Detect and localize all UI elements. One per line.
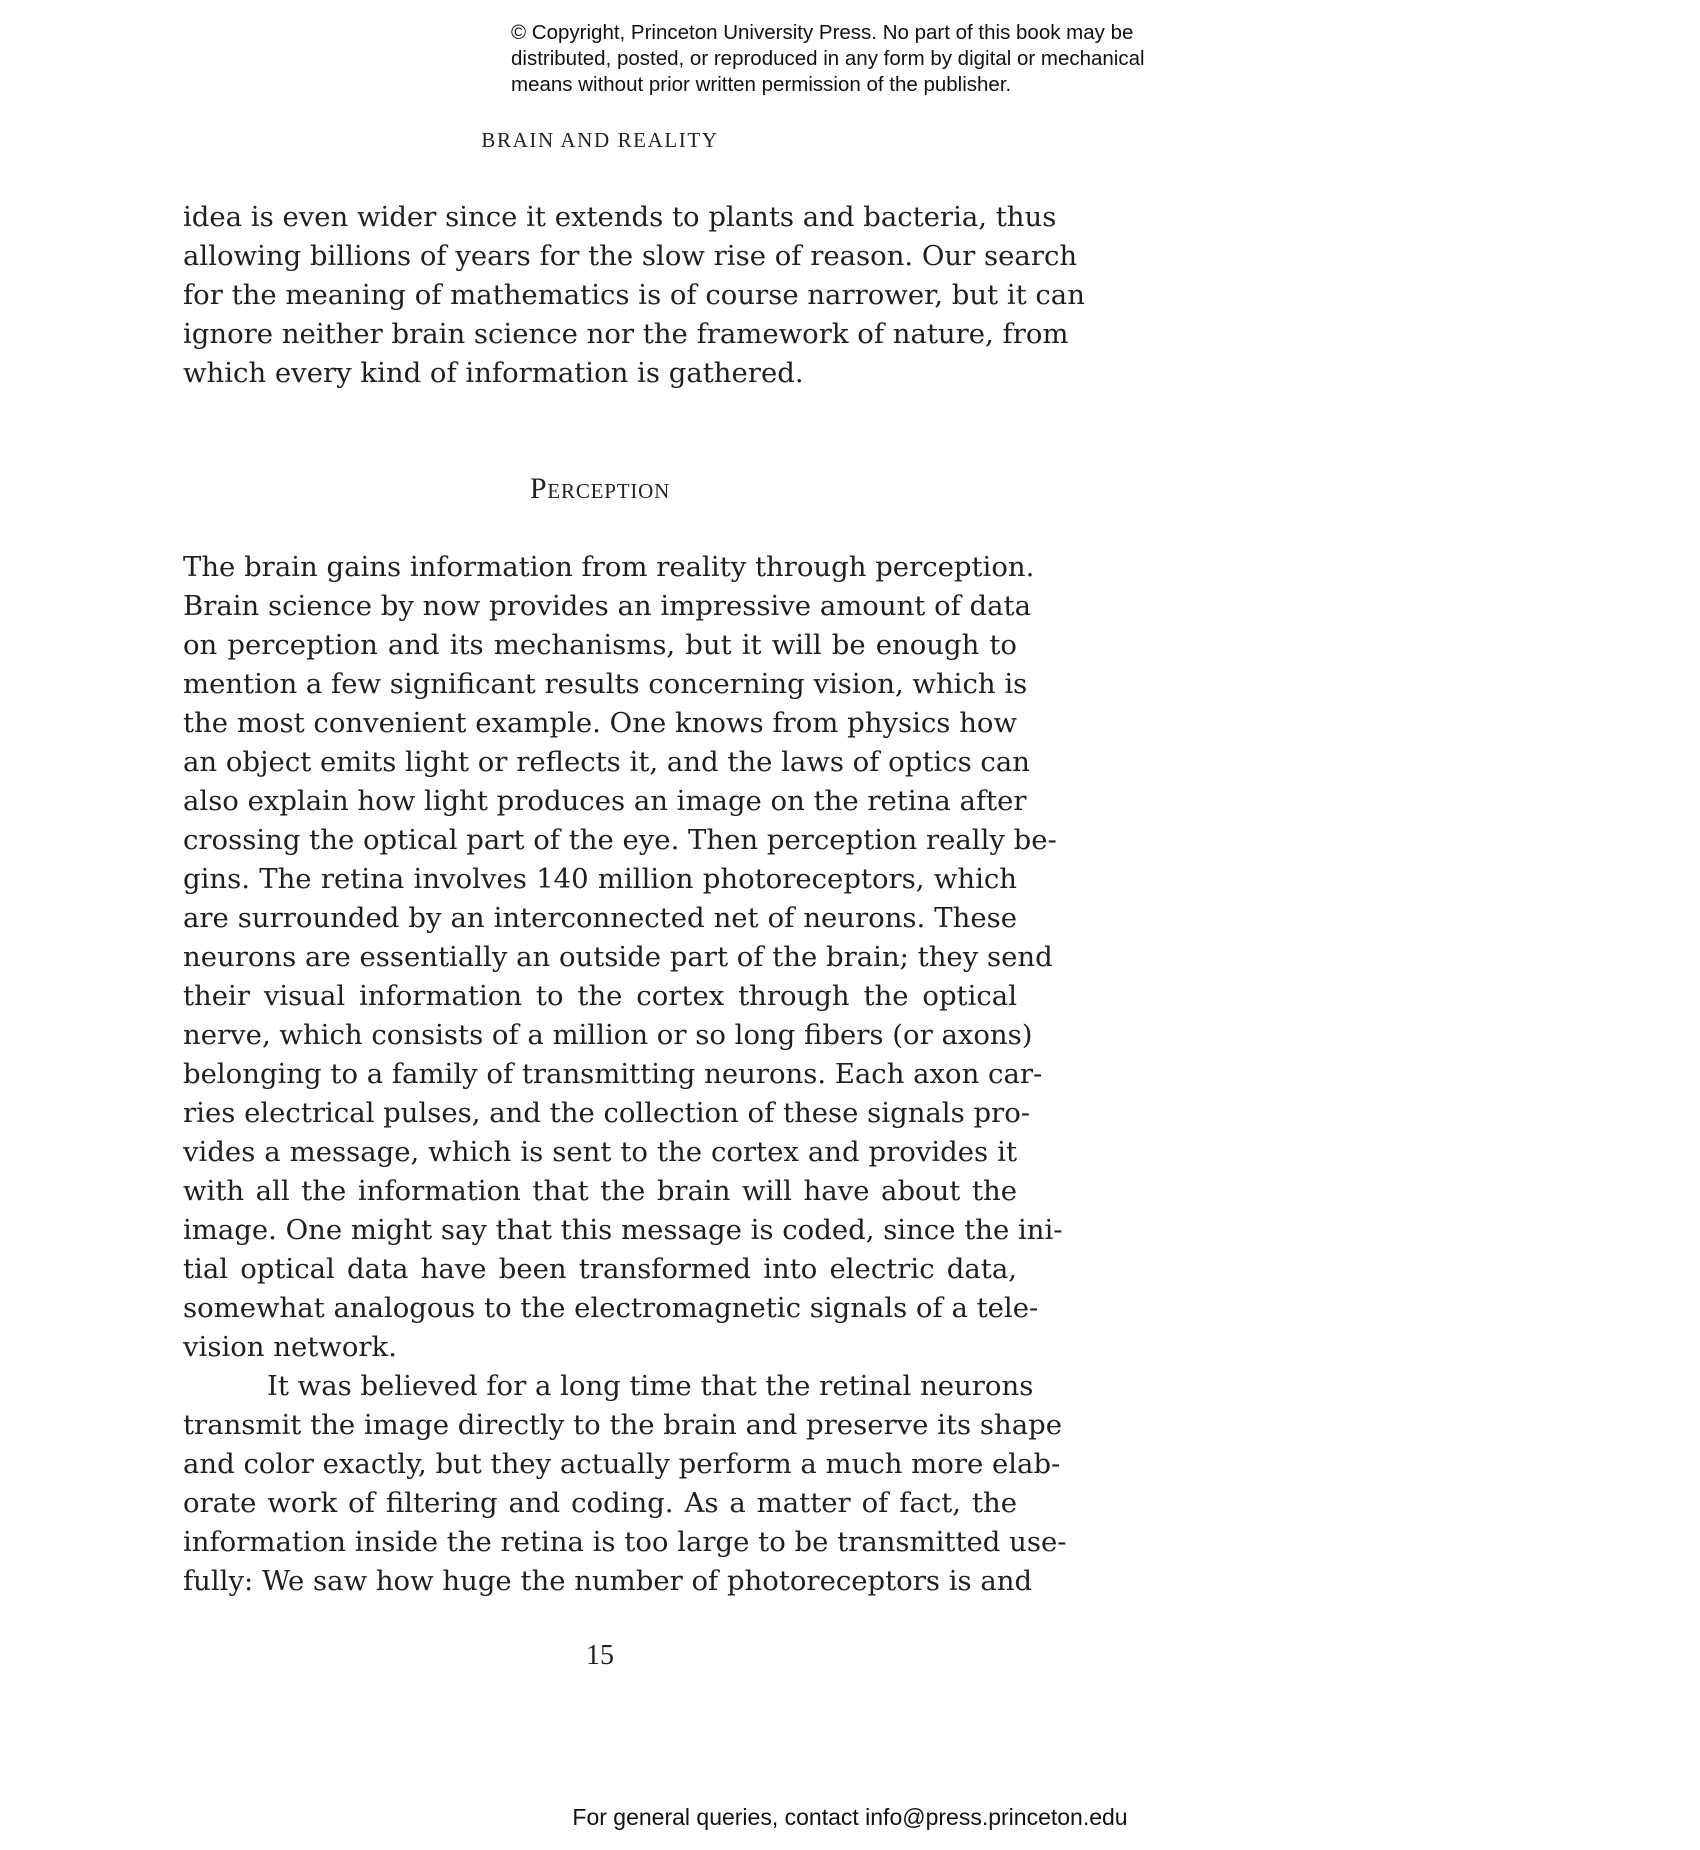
text-line: nerve, which consists of a million or so long fibers (or axons) bbox=[183, 1019, 1033, 1051]
text-line: belonging to a family of transmitting neurons. Each axon car- bbox=[183, 1058, 1043, 1090]
text-line: orate work of filtering and coding. As a matter of fact, the bbox=[183, 1487, 1017, 1519]
text-line: crossing the optical part of the eye. Then perception really be- bbox=[183, 824, 1057, 856]
text-line: their visual information to the cortex through the optical bbox=[183, 980, 1017, 1012]
section-heading: Perception bbox=[529, 472, 671, 505]
section-body bbox=[183, 548, 1067, 1601]
text-line: idea is even wider since it extends to plants and bacteria, thus bbox=[183, 201, 1057, 233]
opening-paragraph bbox=[183, 198, 1085, 393]
text-line: The brain gains information from reality through perception. bbox=[183, 551, 1035, 583]
text-line: gins. The retina involves 140 million photoreceptors, which bbox=[183, 863, 1017, 895]
text-line: which every kind of information is gathered. bbox=[183, 357, 804, 389]
text-line: an object emits light or reflects it, and the laws of optics can bbox=[183, 746, 1030, 778]
text-line: allowing billions of years for the slow rise of reason. Our search bbox=[183, 240, 1078, 272]
text-line: with all the information that the brain will have about the bbox=[183, 1175, 1017, 1207]
text-line: transmit the image directly to the brain and preserve its shape bbox=[183, 1409, 1062, 1441]
text-line: It was believed for a long time that the retinal neurons bbox=[267, 1370, 1034, 1402]
copyright-notice bbox=[511, 20, 1231, 98]
running-head: BRAIN AND REALITY bbox=[481, 128, 719, 152]
text-line: vision network. bbox=[183, 1331, 397, 1363]
text-line: ries electrical pulses, and the collection of these signals pro- bbox=[183, 1097, 1031, 1129]
page-number: 15 bbox=[586, 1640, 614, 1671]
text-line: neurons are essentially an outside part of the brain; they send bbox=[183, 941, 1053, 973]
text-line: fully: We saw how huge the number of photoreceptors is and bbox=[183, 1565, 1033, 1597]
copyright-line: means without prior written permission of the publisher. bbox=[511, 73, 1012, 96]
text-line: ignore neither brain science nor the framework of nature, from bbox=[183, 318, 1069, 350]
text-line: image. One might say that this message is coded, since the ini- bbox=[183, 1214, 1063, 1246]
footer-contact: For general queries, contact info@press.princeton.edu bbox=[572, 1804, 1128, 1830]
text-line: vides a message, which is sent to the cortex and provides it bbox=[183, 1136, 1017, 1168]
copyright-line: distributed, posted, or reproduced in any form by digital or mechanical bbox=[511, 47, 1145, 70]
text-line: on perception and its mechanisms, but it will be enough to bbox=[183, 629, 1017, 661]
text-line: tial optical data have been transformed into electric data, bbox=[183, 1253, 1017, 1285]
text-line: Brain science by now provides an impressive amount of data bbox=[183, 590, 1031, 622]
text-line: mention a few significant results concerning vision, which is bbox=[183, 668, 1028, 700]
text-line: for the meaning of mathematics is of course narrower, but it can bbox=[183, 279, 1085, 311]
text-line: information inside the retina is too large to be transmitted use- bbox=[183, 1526, 1067, 1558]
text-line: also explain how light produces an image on the retina after bbox=[183, 785, 1027, 817]
text-line: somewhat analogous to the electromagnetic signals of a tele- bbox=[183, 1292, 1039, 1324]
text-line: and color exactly, but they actually perform a much more elab- bbox=[183, 1448, 1061, 1480]
text-line: the most convenient example. One knows from physics how bbox=[183, 707, 1017, 739]
copyright-line: © Copyright, Princeton University Press. No part of this book may be bbox=[511, 21, 1134, 44]
text-line: are surrounded by an interconnected net of neurons. These bbox=[183, 902, 1017, 934]
